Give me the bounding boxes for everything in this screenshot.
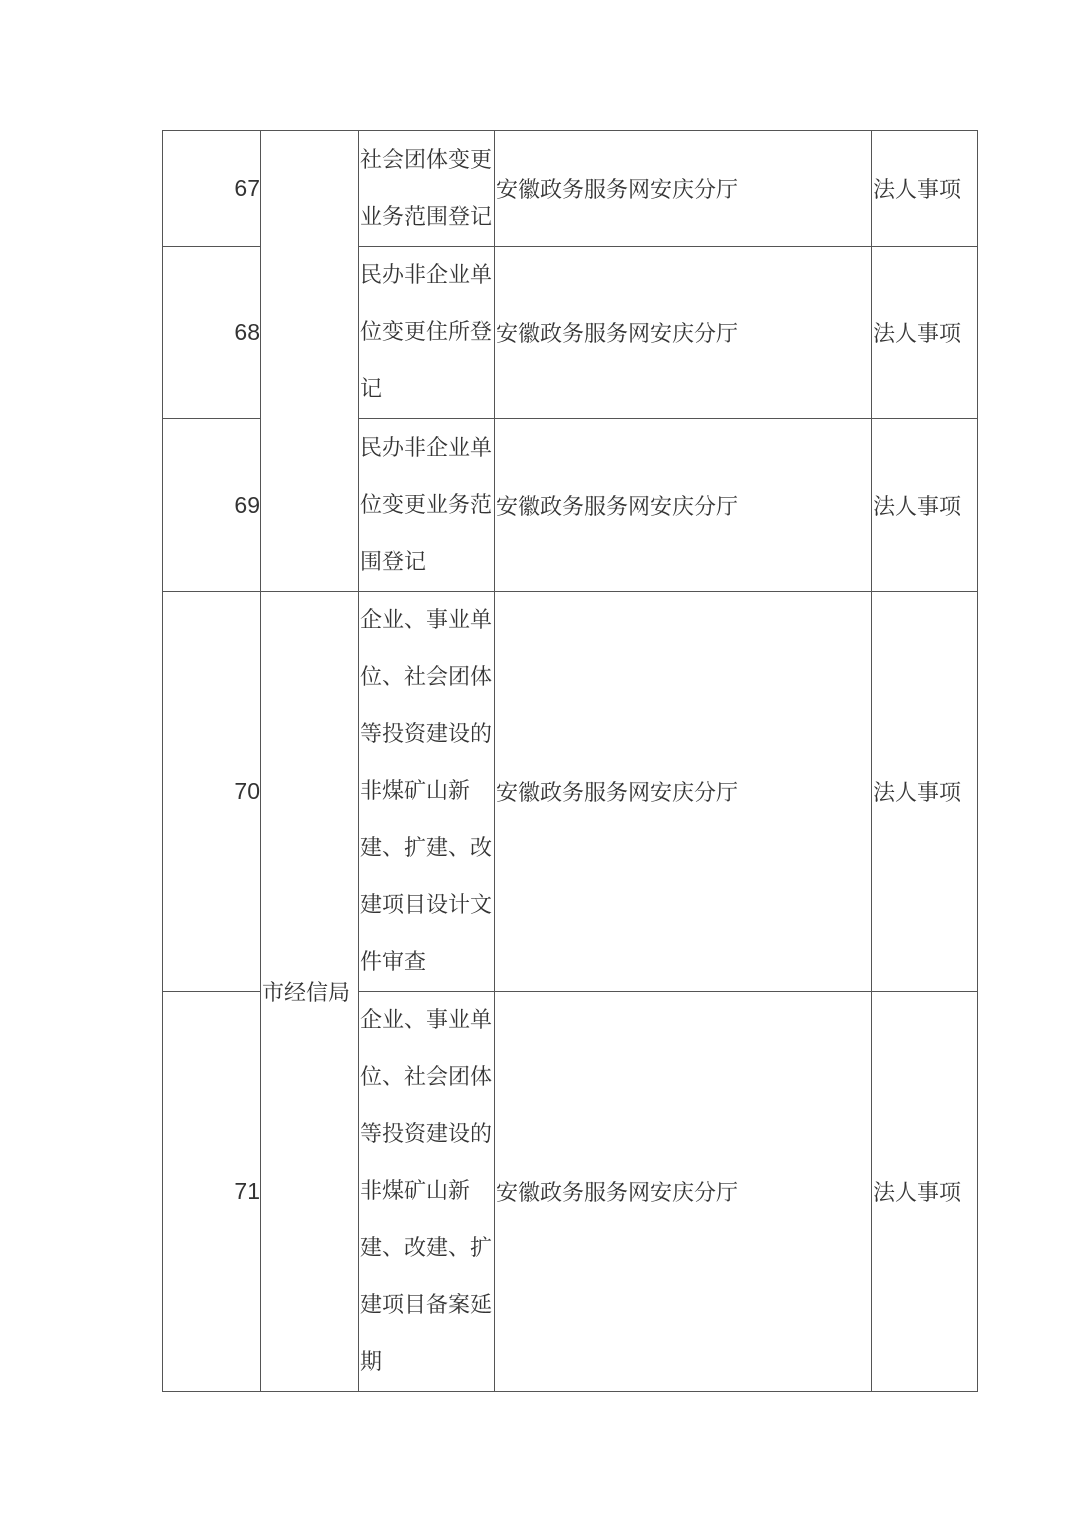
item-name	[359, 992, 495, 1392]
department-cell: 市经信局	[261, 592, 359, 1392]
row-number: 71	[163, 992, 261, 1392]
row-number: 67	[163, 131, 261, 247]
row-number: 68	[163, 247, 261, 419]
service-channel: 安徽政务服务网安庆分厅	[495, 419, 872, 592]
item-type: 法人事项	[872, 247, 978, 419]
row-number: 69	[163, 419, 261, 592]
row-number: 70	[163, 592, 261, 992]
table-row	[163, 131, 978, 247]
item-name-text: 企业、事业单位、社会团体等投资建设的非煤矿山新建、扩建、改建项目设计文件审查	[360, 608, 493, 975]
item-type: 法人事项	[872, 992, 978, 1392]
item-type: 法人事项	[872, 592, 978, 992]
item-name-text: 企业、事业单位、社会团体等投资建设的非煤矿山新建、改建、扩建项目备案延期	[360, 1008, 493, 1375]
service-channel: 安徽政务服务网安庆分厅	[495, 131, 872, 247]
item-name	[359, 247, 495, 419]
item-name	[359, 592, 495, 992]
department-cell-empty	[261, 131, 359, 592]
service-channel: 安徽政务服务网安庆分厅	[495, 247, 872, 419]
item-name-text: 民办非企业单位变更住所登记	[360, 263, 493, 402]
item-type: 法人事项	[872, 131, 978, 247]
item-name-text: 社会团体变更业务范围登记	[360, 147, 493, 230]
item-name-text: 民办非企业单位变更业务范围登记	[360, 435, 493, 575]
service-channel: 安徽政务服务网安庆分厅	[495, 992, 872, 1392]
service-items-table	[162, 130, 978, 1392]
item-name	[359, 131, 495, 247]
table-row	[163, 592, 978, 992]
service-channel: 安徽政务服务网安庆分厅	[495, 592, 872, 992]
item-name	[359, 419, 495, 592]
item-type: 法人事项	[872, 419, 978, 592]
